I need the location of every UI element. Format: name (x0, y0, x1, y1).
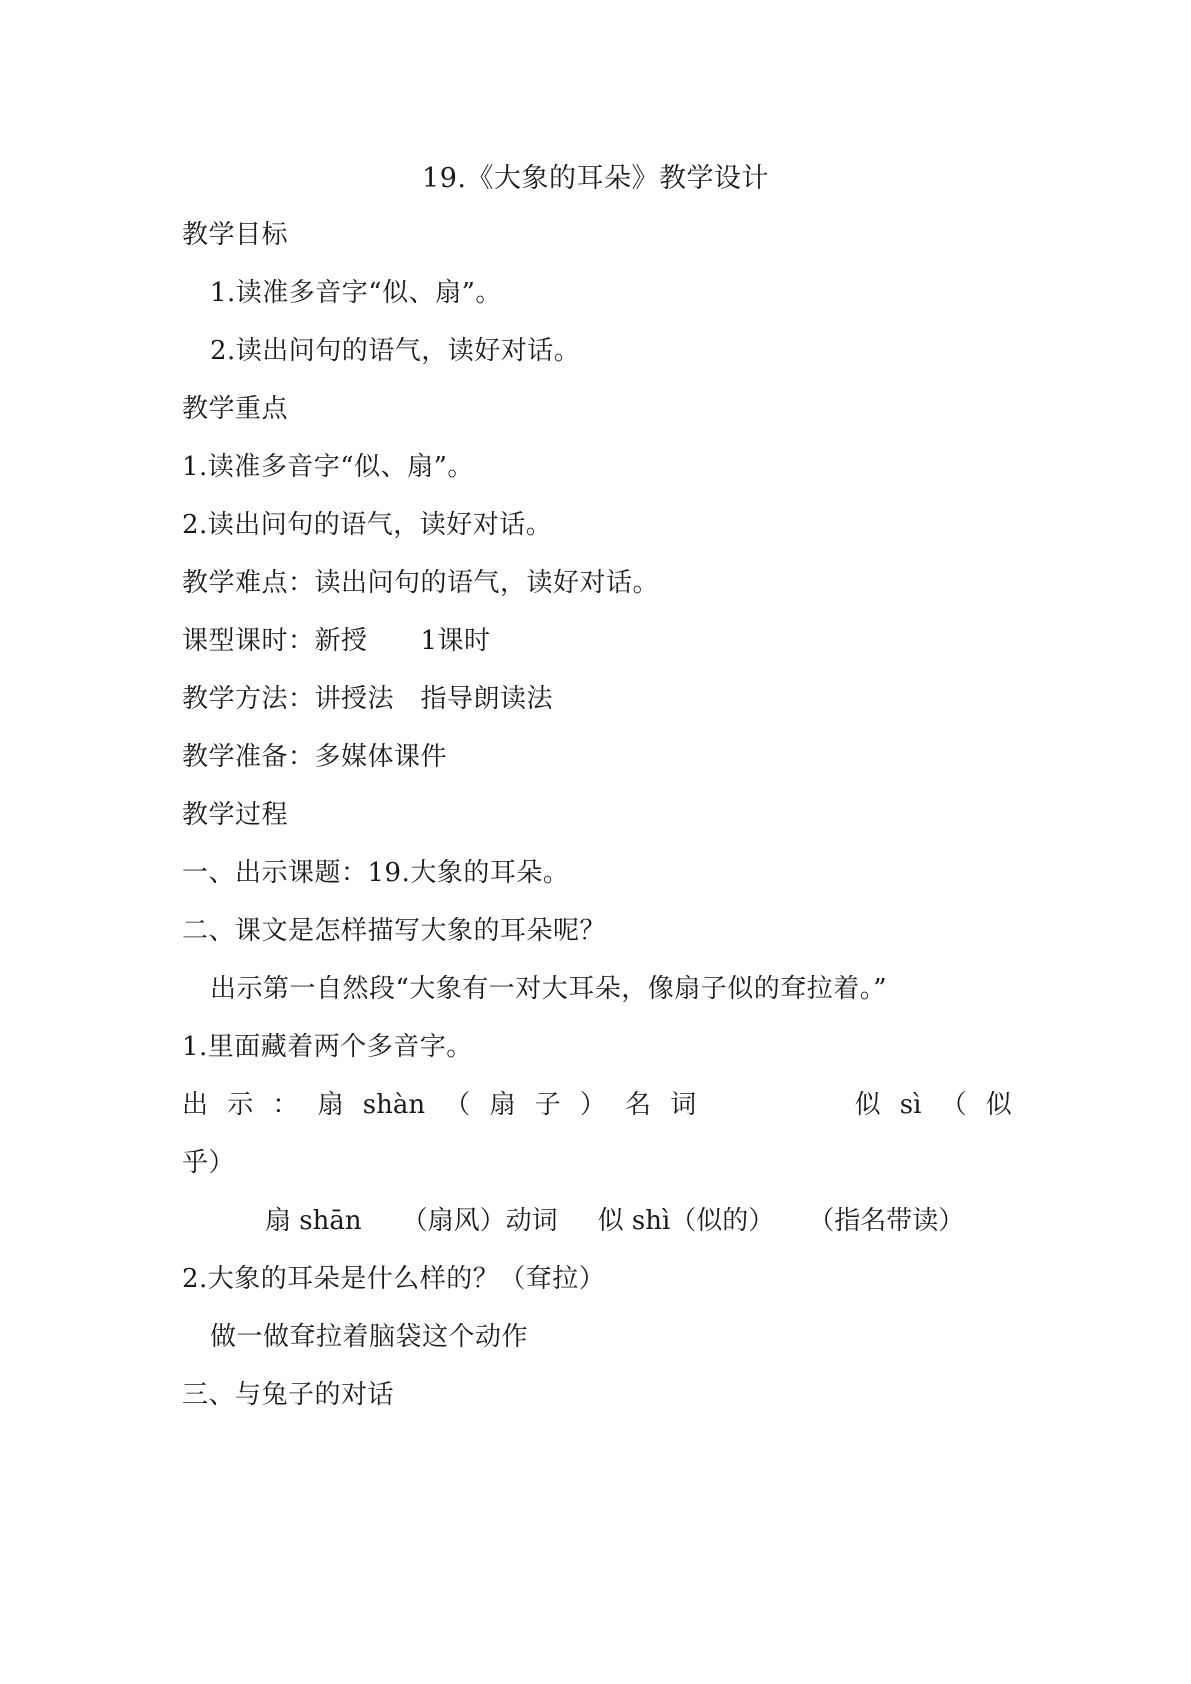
key-point-item-2: 2.读出问句的语气，读好对话。 (182, 510, 553, 540)
polyphone-show-line (182, 1088, 1012, 1122)
process-heading: 教学过程 (182, 800, 289, 830)
show-token: （ (444, 1090, 471, 1120)
shan-meaning: （扇风）动词 (401, 1206, 558, 1236)
process-step-2-item-2: 2.大象的耳朵是什么样的？（耷拉） (182, 1264, 606, 1294)
show-token: ） (579, 1090, 606, 1120)
process-step-3: 三、与兔子的对话 (182, 1380, 395, 1410)
preparation-line: 教学准备：多媒体课件 (182, 742, 448, 772)
difficulty-line: 教学难点：读出问句的语气，读好对话。 (182, 568, 660, 598)
show-token: 名 (625, 1090, 652, 1120)
show-spacer (715, 1088, 835, 1122)
show-token: 似 (854, 1090, 881, 1120)
process-step-2-item-1: 1.里面藏着两个多音字。 (182, 1032, 473, 1062)
key-points-heading: 教学重点 (182, 394, 289, 424)
show-token: sì (899, 1090, 922, 1120)
show-token: 似 (985, 1090, 1012, 1120)
process-step-2-show: 出示第一自然段“大象有一对大耳朵，像扇子似的耷拉着。” (210, 974, 888, 1004)
show-token: 词 (670, 1090, 697, 1120)
objective-item-1: 1.读准多音字“似、扇”。 (210, 278, 502, 308)
polyphone-show-line-2 (265, 1204, 964, 1238)
show-token: 扇 (317, 1090, 344, 1120)
shan-reading: 扇 shān (265, 1206, 362, 1236)
show-token: 出 (182, 1090, 209, 1120)
document-title: 19.《大象的耳朵》教学设计 (422, 163, 769, 194)
shi-reading: 似 shì（似的） (597, 1206, 775, 1236)
process-step-2-action: 做一做耷拉着脑袋这个动作 (210, 1322, 529, 1352)
show-token: shàn (362, 1090, 426, 1120)
methods-line: 教学方法：讲授法 指导朗读法 (182, 684, 554, 714)
show-token: ： (272, 1090, 299, 1120)
show-token: 子 (534, 1090, 561, 1120)
objective-item-2: 2.读出问句的语气，读好对话。 (210, 336, 581, 366)
objectives-heading: 教学目标 (182, 220, 289, 250)
key-point-item-1: 1.读准多音字“似、扇”。 (182, 452, 474, 482)
read-instruction: （指名带读） (808, 1206, 965, 1236)
show-token: （ (940, 1090, 967, 1120)
polyphone-show-wrap: 乎） (182, 1148, 236, 1178)
process-step-2: 二、课文是怎样描写大象的耳朵呢？ (182, 916, 607, 946)
show-token: 扇 (489, 1090, 516, 1120)
show-token: 示 (227, 1090, 254, 1120)
lesson-type-line: 课型课时：新授 1课时 (182, 626, 491, 656)
process-step-1: 一、出示课题：19.大象的耳朵。 (182, 858, 570, 888)
